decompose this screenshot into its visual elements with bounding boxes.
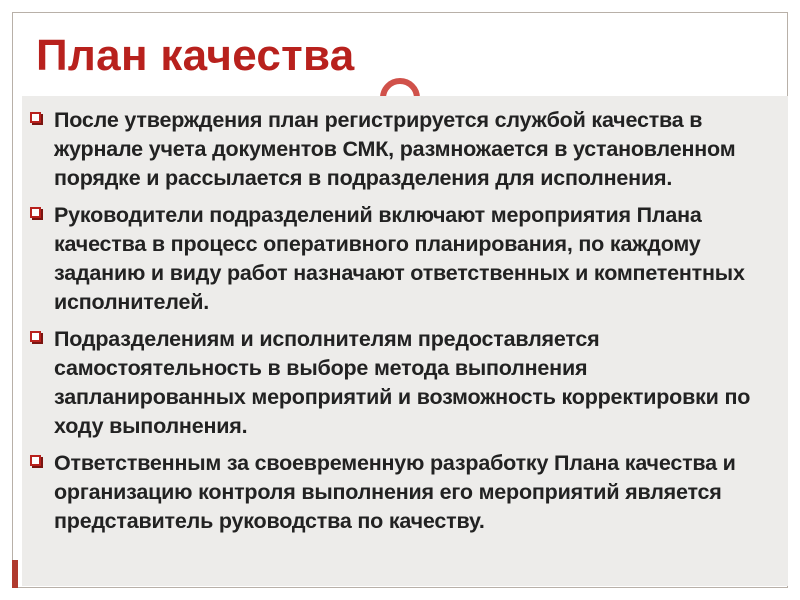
bullet-item [28,449,772,536]
square-bullet-icon [30,112,41,123]
bullet-item [28,201,772,317]
square-bullet-icon [30,455,41,466]
bullet-text: Руководители подразделений включают мероприятия Плана качества в процесс оперативного планирования, по каждому заданию и виду работ назначают ответственных и компетентных исполнителей. [54,203,745,314]
slide-title: План качества [36,31,355,80]
left-accent-bar [12,560,18,588]
content-box [22,96,788,586]
bullet-text: После утверждения план регистрируется службой качества в журнале учета документов СМК, размножается в установленном порядке и рассылается в подразделения для исполнения. [54,108,736,190]
bullet-list [28,106,772,536]
bullet-text: Ответственным за своевременную разработку Плана качества и организацию контроля выполнения его мероприятий является представитель руководства по качеству. [54,451,736,533]
bullet-item [28,325,772,441]
square-bullet-icon [30,331,41,342]
bullet-item [28,106,772,193]
bullet-text: Подразделениям и исполнителям предоставляется самостоятельность в выборе метода выполнения запланированных мероприятий и возможность корректировки по ходу выполнения. [54,327,751,438]
square-bullet-icon [30,207,41,218]
